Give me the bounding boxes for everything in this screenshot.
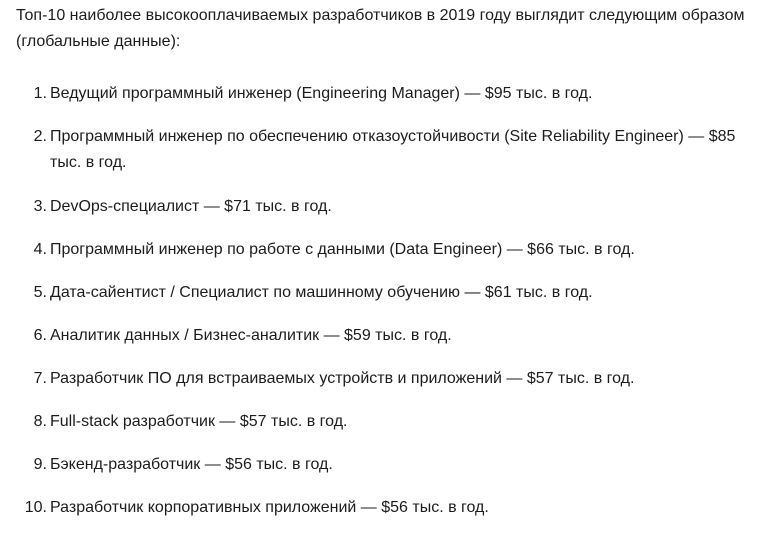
list-item-text: Разработчик корпоративных приложений — $56 тыс. в год. bbox=[50, 499, 489, 516]
list-item-number: 3. bbox=[33, 198, 47, 215]
salary-list bbox=[0, 81, 781, 538]
list-item-number: 5. bbox=[33, 284, 47, 301]
list-item-number: 4. bbox=[33, 241, 47, 258]
list-item-text: Программный инженер по обеспечению отказоустойчивости (Site Reliability Engineer) — $85 тыс. в год. bbox=[50, 128, 736, 171]
list-item-number: 7. bbox=[33, 370, 47, 387]
list-item bbox=[0, 409, 781, 435]
list-item-number: 2. bbox=[33, 128, 47, 145]
list-item bbox=[0, 280, 781, 306]
list-item-text: Аналитик данных / Бизнес-аналитик — $59 тыс. в год. bbox=[50, 327, 452, 344]
list-item-number: 8. bbox=[33, 413, 47, 430]
list-item bbox=[0, 237, 781, 263]
list-item-number: 6. bbox=[33, 327, 47, 344]
list-item-text: Программный инженер по работе с данными (Data Engineer) — $66 тыс. в год. bbox=[50, 241, 635, 258]
list-item-text: Full-stack разработчик — $57 тыс. в год. bbox=[50, 413, 348, 430]
intro-paragraph: Топ-10 наиболее высокооплачиваемых разработчиков в 2019 году выглядит следующим образом (глобальные данные): bbox=[16, 7, 745, 50]
list-item-text: Разработчик ПО для встраиваемых устройств и приложений — $57 тыс. в год. bbox=[50, 370, 635, 387]
list-item bbox=[0, 495, 781, 521]
list-item-text: DevOps-специалист — $71 тыс. в год. bbox=[50, 198, 332, 215]
list-item bbox=[0, 194, 781, 220]
list-item-text: Дата-сайентист / Специалист по машинному обучению — $61 тыс. в год. bbox=[50, 284, 593, 301]
list-item-text: Ведущий программный инженер (Engineering Manager) — $95 тыс. в год. bbox=[50, 85, 593, 102]
list-item bbox=[0, 323, 781, 349]
list-item-number: 9. bbox=[33, 456, 47, 473]
list-item bbox=[0, 452, 781, 478]
list-item bbox=[0, 366, 781, 392]
list-item bbox=[0, 81, 781, 107]
list-item-text: Бэкенд-разработчик — $56 тыс. в год. bbox=[50, 456, 333, 473]
list-item-number: 1. bbox=[33, 85, 47, 102]
list-item bbox=[0, 124, 781, 176]
list-item-number: 10. bbox=[24, 499, 47, 516]
